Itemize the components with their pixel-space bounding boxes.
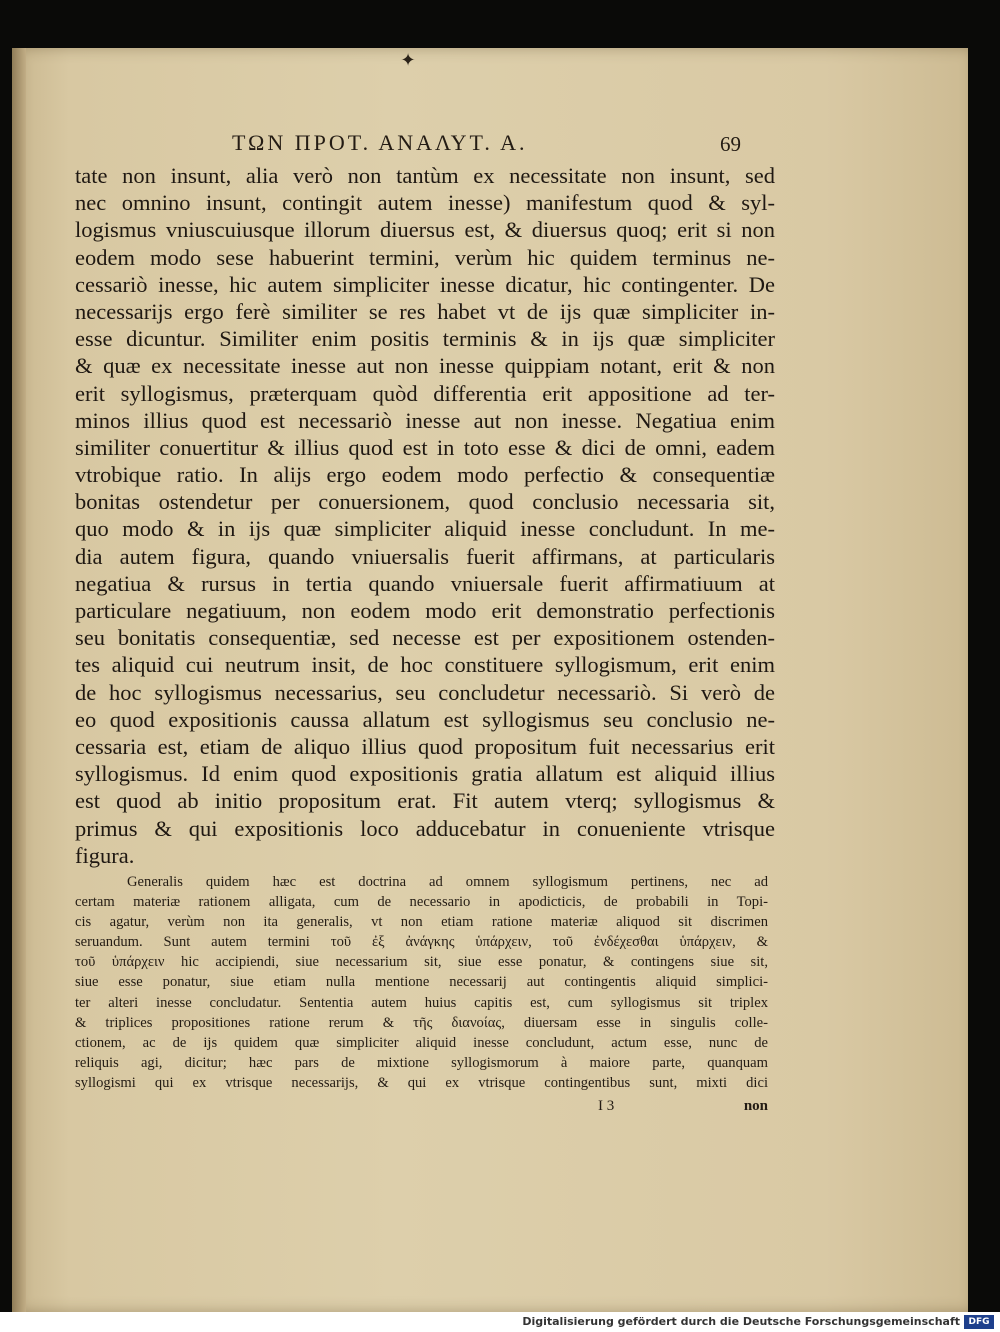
text-line: esse dicuntur. Similiter enim positis terminis & in ijs quæ simpliciter bbox=[75, 326, 775, 352]
footer-bar bbox=[0, 1312, 1000, 1332]
commentary-line: ctionem, ac de ijs quidem quæ simpliciter aliquid inesse concludunt, actum esse, nunc de bbox=[75, 1034, 768, 1051]
commentary-line: seruandum. Sunt autem termini τοῦ ἐξ ἀνάγκης ὑπάρχειν, τοῦ ἐνδέχεσθαι ὑπάρχειν, & bbox=[75, 934, 768, 951]
text-line: particulare negatiuum, non eodem modo erit demonstratio perfectionis bbox=[75, 598, 775, 623]
text-line: seu bonitatis consequentiæ, sed necesse est per expositionem ostenden- bbox=[75, 625, 775, 651]
text-line: de hoc syllogismus necessarius, seu concludetur necessariò. Si verò de bbox=[75, 679, 775, 705]
text-line: eodem modo sese habuerint termini, verùm hic quidem terminus ne- bbox=[75, 244, 775, 270]
text-line: syllogismus. Id enim quod expositionis gratia allatum est aliquid illius bbox=[75, 761, 775, 787]
commentary-line: certam materiæ rationem alligata, cum de necessario in apodicticis, de probabili in Topi- bbox=[75, 894, 768, 911]
text-line: bonitas ostendetur per conuersionem, quod conclusio necessaria sit, bbox=[75, 489, 775, 515]
text-line: primus & qui expositionis loco adducebatur in conueniente vtrisque bbox=[75, 815, 775, 841]
text-line: figura. bbox=[75, 842, 135, 868]
commentary-line: syllogismi qui ex vtrisque necessarijs, & qui ex vtrisque contingentibus sunt, mixti dici bbox=[75, 1074, 768, 1091]
text-line: logismus vniuscuiusque illorum diuersus est, & diuersus quoq; erit si non bbox=[75, 217, 775, 243]
page-gutter-edge bbox=[12, 48, 26, 1312]
text-line: dia autem figura, quando vniuersalis fuerit affirmans, at particularis bbox=[75, 543, 775, 569]
commentary-line: cis agatur, verùm non ita generalis, vt non etiam ratione materiæ aliquod sit discrimen bbox=[75, 914, 768, 931]
text-line: necessarijs ergo ferè similiter se res habet vt de ijs quæ simpliciter in- bbox=[75, 298, 775, 324]
text-line: negatiua & rursus in tertia quando vniuersale fuerit affirmatiuum at bbox=[75, 570, 775, 596]
text-line: tes aliquid cui neutrum insit, de hoc constituere syllogismum, erit enim bbox=[75, 652, 775, 678]
running-head: ΤΩΝ ΠΡΟΤ. ΑΝΑΛΥΤ. Α. bbox=[232, 130, 528, 155]
text-line: est quod ab initio propositum erat. Fit autem vterq; syllogismus & bbox=[75, 788, 775, 814]
text-line: tate non insunt, alia verò non tantùm ex necessitate non insunt, sed bbox=[75, 163, 775, 188]
commentary-line: & triplices propositiones ratione rerum & τῆς διανοίας, diuersam esse in singulis colle- bbox=[75, 1014, 768, 1031]
ornament-mark: ✦ bbox=[400, 50, 416, 70]
signature-mark: I 3 bbox=[598, 1098, 615, 1114]
text-line: minos illius quod est necessariò inesse aut non inesse. Negatiua enim bbox=[75, 407, 775, 433]
main-text-block bbox=[75, 162, 775, 869]
text-line: similiter conuertitur & illius quod est in toto esse & dici de omni, eadem bbox=[75, 434, 775, 460]
text-line: vtrobique ratio. In alijs ergo eodem modo perfectio & consequentiæ bbox=[75, 462, 775, 488]
text-line: cessariò inesse, hic autem simpliciter inesse dicatur, hic contingenter. De bbox=[75, 271, 775, 297]
text-line: eo quod expositionis caussa allatum est syllogismus seu conclusio ne- bbox=[75, 706, 775, 732]
commentary-block bbox=[75, 872, 768, 1093]
commentary-line: ter alteri inesse concludatur. Sententia autem huius capitis est, cum syllogismus sit triplex bbox=[75, 994, 768, 1011]
commentary-line: τοῦ ὑπάρχειν hic accipiendi, siue necessarium sit, siue esse ponatur, & contingens siue sit, bbox=[75, 954, 768, 971]
commentary-line: reliquis agi, dicitur; hæc pars de mixtione syllogismorum à maiore parte, quanquam bbox=[75, 1054, 768, 1071]
text-line: cessaria est, etiam de aliquo illius quod propositum fuit necessarius erit bbox=[75, 733, 775, 759]
funding-credit[interactable]: Digitalisierung gefördert durch die Deutsche Forschungsgemeinschaft bbox=[522, 1315, 960, 1328]
text-line: nec omnino insunt, contingit autem inesse) manifestum quod & syl- bbox=[75, 190, 775, 216]
catchword: non bbox=[743, 1098, 768, 1114]
commentary-line: siue esse ponatur, siue etiam nulla mentione necessarij aut contingentis aliquid simplici- bbox=[75, 974, 768, 991]
page-number: 69 bbox=[720, 132, 741, 156]
text-line: quo modo & in ijs quæ simpliciter aliquid inesse concludunt. In me- bbox=[75, 516, 775, 542]
text-line: erit syllogismus, præterquam quòd differentia erit appositione ad ter- bbox=[75, 380, 775, 406]
commentary-line: Generalis quidem hæc est doctrina ad omnem syllogismum pertinens, nec ad bbox=[127, 874, 768, 890]
text-line: & quæ ex necessitate inesse aut non inesse quippiam notant, erit & non bbox=[75, 353, 775, 379]
dfg-logo[interactable]: DFG bbox=[964, 1315, 994, 1329]
